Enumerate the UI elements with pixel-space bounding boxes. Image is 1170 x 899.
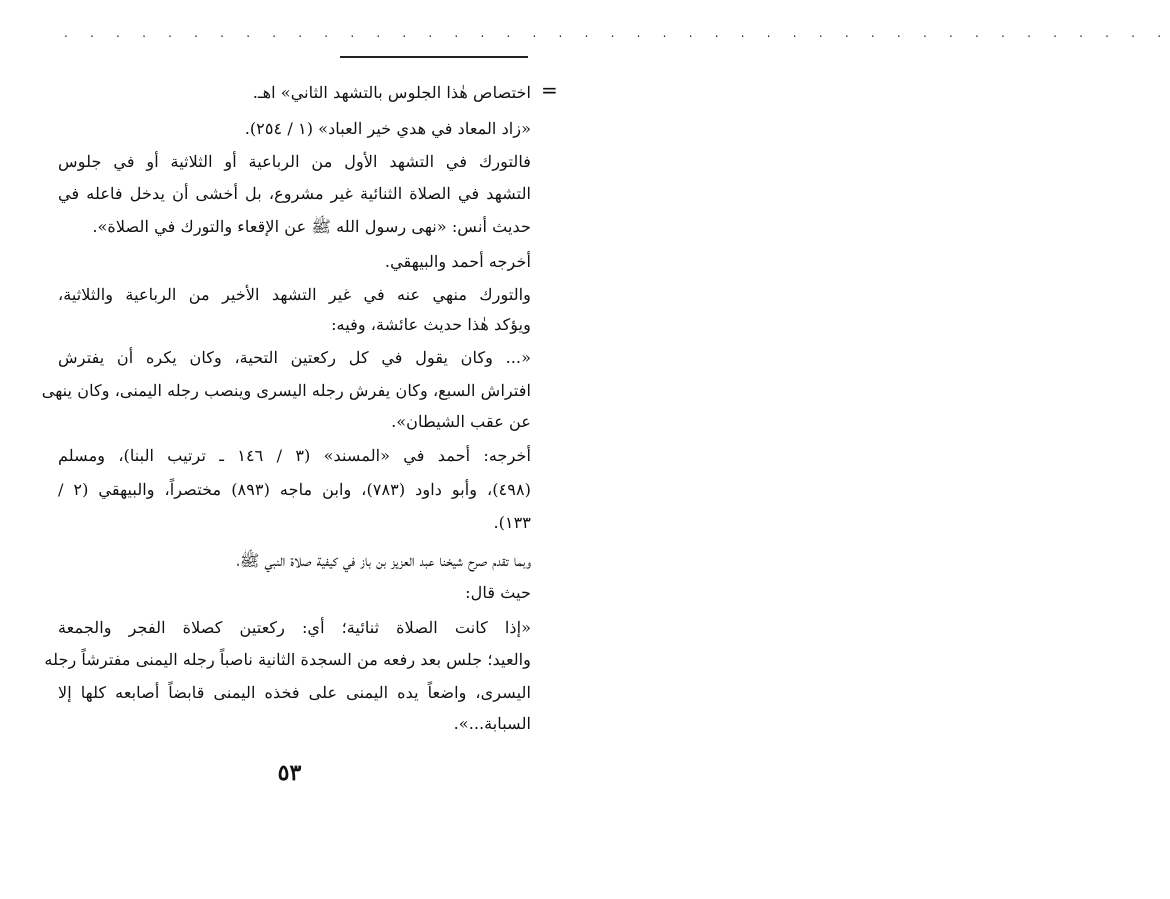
text-line: وبما تقدم صرح شيخنا عبد العزيز بن باز في كيفية صلاة النبي ﷺ، [236,551,531,570]
continuation-marker: = [541,78,558,102]
text-line: افتراش السبع، وكان يفرش رجله اليسرى وينصب رجله اليمنى، وكان ينهى [41,381,531,400]
text-line: حديث أنس: «نهى رسول الله ﷺ عن الإقعاء والتورك في الصلاة». [92,217,531,236]
text-line: «إذا كانت الصلاة ثنائية؛ أي: ركعتين كصلاة الفجر والجمعة [58,618,531,637]
text-line: اليسرى، واضعاً يده اليمنى على فخذه اليمنى قابضاً أصابعه كلها إلا [58,683,531,702]
text-line: ويؤكد هٰذا حديث عائشة، وفيه: [331,315,531,334]
text-line: حيث قال: [465,583,531,602]
text-line: أخرجه: أحمد في «المسند» (٣ / ١٤٦ ـ ترتيب البنا)، ومسلم [58,446,532,465]
text-line: والتورك منهي عنه في غير التشهد الأخير من الرباعية والثلاثية، [58,285,531,304]
text-line: «زاد المعاد في هدي خير العباد» (١ / ٢٥٤). [244,119,531,138]
text-line: اختصاص هٰذا الجلوس بالتشهد الثاني» اهـ. [252,83,531,102]
text-line: والعيد؛ جلس بعد رفعه من السجدة الثانية ناصباً رجله اليمنى مفترشاً رجله [44,650,531,669]
text-line: فالتورك في التشهد الأول من الرباعية أو الثلاثية أو في جلوس [58,152,531,171]
text-line: التشهد في الصلاة الثنائية غير مشروع، بل أخشى أن يدخل فاعله في [58,184,531,203]
text-line: «... وكان يقول في كل ركعتين التحية، وكان يكره أن يفترش [58,348,531,367]
footnote-separator-rule [340,56,528,58]
text-line: (٤٩٨)، وأبو داود (٧٨٣)، وابن ماجه (٨٩٣) مختصراً، والبيهقي (٢ / [58,480,531,499]
text-line: أخرجه أحمد والبيهقي. [384,252,531,271]
text-line: عن عقب الشيطان». [391,412,531,431]
text-line: السبابة...». [453,714,531,733]
text-line: ١٣٣). [493,513,531,532]
header-dotted-line: . . . . . . . . . . . . . . . . . . . . . . . . . . . . . . . . . . . . . . . . . . . [64,26,1170,40]
page-number: ٥٣ [277,760,302,786]
